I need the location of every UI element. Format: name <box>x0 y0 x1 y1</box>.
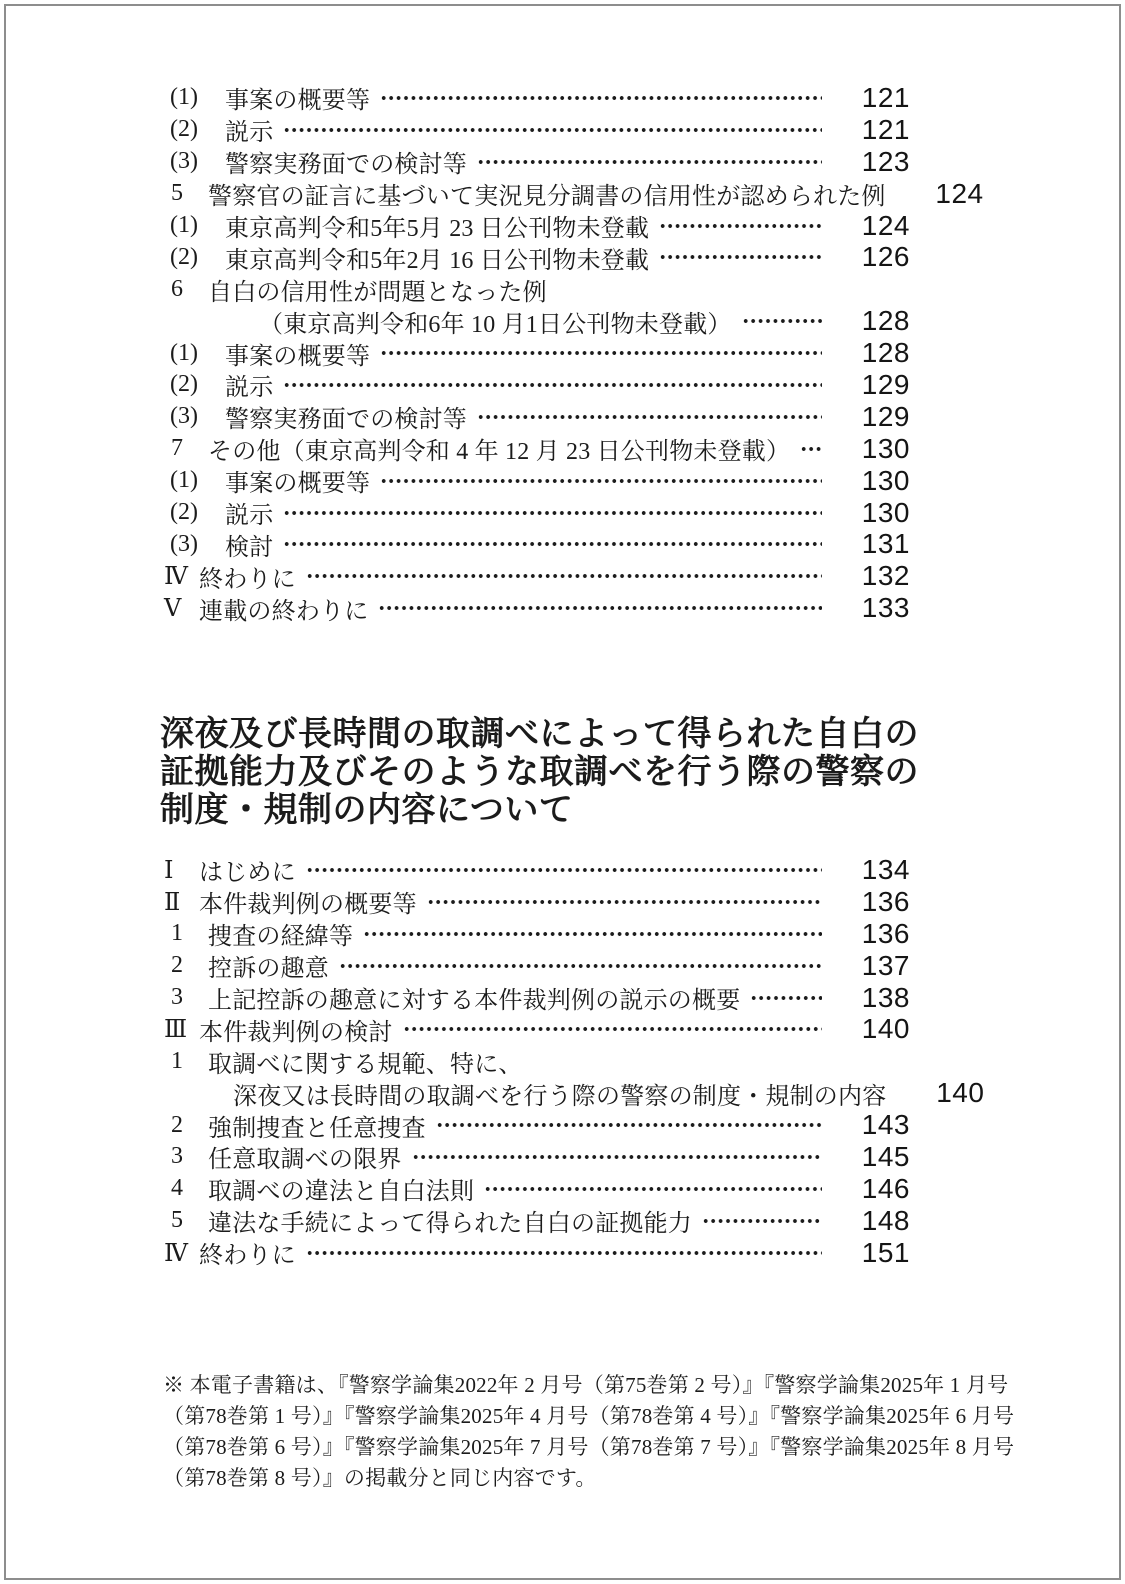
toc-entry-label: 本件裁判例の検討 <box>199 1019 393 1046</box>
toc-entry-label: 警察官の証言に基づいて実況見分調書の信用性が認められた例 <box>208 184 886 211</box>
toc-entry-label: 上記控訴の趣意に対する本件裁判例の説示の概要 <box>208 988 741 1015</box>
toc-entry-label: その他（東京高判令和 4 年 12 月 23 日公刊物未登載） <box>208 439 791 466</box>
toc-entry-marker: Ⅳ <box>164 1238 188 1267</box>
edition-note-line: ※ 本電子書籍は、『警察学論集2022年 2 月号（第75巻第 2 号）』『警察学論集2025年 1 月号 <box>163 1373 1009 1397</box>
article-title <box>160 716 919 830</box>
dot-leader <box>800 445 822 453</box>
article-title-line: 制度・規制の内容について <box>160 792 574 829</box>
toc-entry <box>0 886 910 918</box>
dot-leader <box>283 509 822 517</box>
toc-entry-label: 違法な手続によって得られた自白の証拠能力 <box>208 1211 692 1238</box>
toc-entry-marker: 3 <box>171 984 183 1010</box>
toc-entry-page: 133 <box>861 592 910 624</box>
toc-entry-label: 事案の概要等 <box>225 343 371 370</box>
toc-entry-page: 129 <box>861 368 910 400</box>
toc-entry <box>0 950 910 982</box>
dot-leader <box>380 94 822 102</box>
toc-entry-page: 136 <box>861 885 910 917</box>
toc-continued-section <box>0 82 1125 624</box>
toc-entry-marker: Ⅰ <box>164 855 174 884</box>
toc-entry <box>0 401 910 433</box>
toc-entry-label: 控訴の趣意 <box>208 956 329 983</box>
toc-entry <box>0 465 910 497</box>
toc-entry <box>0 241 910 273</box>
toc-entry <box>0 82 910 114</box>
toc-entry-marker: 2 <box>171 1111 183 1138</box>
toc-entry-page: 137 <box>861 949 910 981</box>
toc-entry <box>0 1077 985 1110</box>
toc-entry-label: 自白の信用性が問題となった例 <box>208 279 547 306</box>
dot-leader <box>484 1185 822 1193</box>
toc-entry <box>0 177 984 211</box>
toc-entry-page: 128 <box>861 305 910 337</box>
toc-entry <box>0 1205 910 1237</box>
toc-entry-label: はじめに <box>199 860 296 887</box>
toc-article-section <box>0 854 1125 1269</box>
toc-entry-marker: (3) <box>170 403 198 430</box>
toc-entry-label: 警察実務面での検討等 <box>225 152 467 179</box>
toc-entry-marker: (3) <box>170 530 198 557</box>
toc-entry-marker: (1) <box>170 84 198 111</box>
toc-entry-marker: 1 <box>171 1047 183 1074</box>
dot-leader <box>306 572 822 580</box>
toc-entry-page: 143 <box>861 1109 910 1141</box>
toc-entry-page: 121 <box>861 113 910 145</box>
toc-entry-page: 146 <box>861 1172 910 1204</box>
toc-entry <box>0 1013 910 1045</box>
toc-entry-page: 130 <box>861 464 910 496</box>
toc-entry <box>0 1141 910 1173</box>
dot-leader <box>750 994 822 1002</box>
article-title-line: 深夜及び長時間の取調べによって得られた自白の <box>160 716 919 753</box>
toc-entry-marker: 4 <box>171 1175 183 1202</box>
toc-entry-label: 捜査の経緯等 <box>208 924 354 951</box>
edition-note <box>163 1370 1014 1494</box>
toc-entry <box>0 369 910 401</box>
toc-entry-page: 130 <box>861 432 910 464</box>
toc-entry-page: 131 <box>861 528 910 560</box>
dot-leader <box>339 962 822 970</box>
toc-entry <box>0 918 910 950</box>
toc-entry <box>0 560 910 592</box>
toc-entry <box>0 1237 910 1269</box>
toc-entry-marker: (1) <box>170 467 198 494</box>
toc-entry-marker: (1) <box>170 212 198 238</box>
dot-leader <box>283 381 822 389</box>
dot-leader <box>306 1249 822 1257</box>
toc-entry-label: 検討 <box>225 534 274 561</box>
toc-entry <box>0 854 910 886</box>
dot-leader <box>412 1153 822 1161</box>
toc-entry-marker: 2 <box>171 952 183 979</box>
toc-entry <box>0 210 910 242</box>
dot-leader <box>742 317 822 325</box>
toc-entry-page: 151 <box>861 1236 910 1268</box>
dot-leader <box>427 898 822 906</box>
toc-entry <box>0 1173 910 1205</box>
toc-entry-page: 140 <box>936 1077 985 1109</box>
toc-entry-label: （東京高判令和6年 10 月1日公刊物未登載） <box>259 311 732 338</box>
dot-leader <box>306 866 822 874</box>
edition-note-line: （第78巻第 6 号）』『警察学論集2025年 7 月号（第78巻第 7 号）』『警察学論集2025年 8 月号 <box>163 1435 1015 1459</box>
toc-entry-page: 130 <box>861 496 910 528</box>
toc-entry-page: 134 <box>861 853 910 885</box>
toc-entry-label: 事案の概要等 <box>225 471 371 498</box>
dot-leader <box>283 540 822 548</box>
toc-entry-page: 145 <box>861 1140 910 1172</box>
toc-entry <box>0 1109 910 1141</box>
toc-entry-page: 140 <box>861 1013 910 1045</box>
toc-entry-label: 取調べの違法と自白法則 <box>208 1179 475 1206</box>
toc-entry <box>0 337 910 369</box>
dot-leader <box>378 604 822 612</box>
toc-entry-page: 121 <box>861 81 910 113</box>
toc-entry <box>0 982 910 1014</box>
dot-leader <box>702 1217 822 1225</box>
toc-entry <box>0 305 910 337</box>
dot-leader <box>403 1025 822 1033</box>
toc-entry-label: 連載の終わりに <box>199 598 369 625</box>
toc-entry-marker: 6 <box>171 275 183 302</box>
toc-entry <box>0 592 910 624</box>
toc-entry-label: 東京高判令和5年2月 16 日公刊物未登載 <box>225 247 650 274</box>
toc-entry-label: 本件裁判例の概要等 <box>199 892 417 919</box>
dot-leader <box>659 253 822 261</box>
dot-leader <box>436 1121 822 1129</box>
toc-entry-label: 取調べに関する規範、特に、 <box>208 1051 523 1078</box>
toc-entry-label: 東京高判令和5年5月 23 日公刊物未登載 <box>225 216 650 243</box>
toc-entry-page: 124 <box>861 209 910 241</box>
dot-leader <box>659 222 822 230</box>
toc-entry <box>0 497 910 529</box>
edition-note-line: （第78巻第 1 号）』『警察学論集2025年 4 月号（第78巻第 4 号）』『警察学論集2025年 6 月号 <box>163 1404 1015 1428</box>
toc-entry-marker: 5 <box>171 1207 183 1234</box>
toc-entry-page: 126 <box>861 241 910 273</box>
toc-entry-label: 任意取調べの限界 <box>208 1147 402 1174</box>
dot-leader <box>380 349 822 357</box>
toc-entry-label: 警察実務面での検討等 <box>225 407 467 434</box>
toc-entry <box>0 273 910 305</box>
toc-entry-label: 深夜又は長時間の取調べを行う際の警察の制度・規制の内容 <box>233 1083 887 1110</box>
dot-leader <box>477 413 822 421</box>
toc-entry-page: 132 <box>861 560 910 592</box>
toc-entry-label: 終わりに <box>199 1243 296 1270</box>
toc-entry-page: 148 <box>861 1204 910 1236</box>
toc-entry-marker: 7 <box>171 435 183 462</box>
toc-entry-marker: Ⅱ <box>164 887 181 916</box>
toc-entry-page: 128 <box>861 337 910 369</box>
toc-entry-marker: 1 <box>171 920 183 947</box>
toc-entry-marker: (2) <box>170 371 198 398</box>
toc-entry-marker: Ⅲ <box>164 1015 188 1044</box>
toc-entry-label: 強制捜査と任意捜査 <box>208 1115 426 1142</box>
toc-entry-marker: 3 <box>171 1143 183 1170</box>
toc-entry-page: 124 <box>935 177 984 209</box>
toc-entry-page: 138 <box>861 981 910 1013</box>
toc-entry-page: 136 <box>861 917 910 949</box>
toc-entry-marker: 5 <box>171 180 183 207</box>
article-title-line: 証拠能力及びそのような取調べを行う際の警察の <box>160 754 919 791</box>
toc-entry <box>0 528 910 560</box>
toc-entry-marker: (1) <box>170 339 198 366</box>
toc-entry-label: 説示 <box>225 375 274 402</box>
toc-entry-label: 説示 <box>225 503 274 530</box>
toc-entry <box>0 146 910 178</box>
toc-entry-marker: (3) <box>170 148 198 175</box>
toc-entry-marker: (2) <box>170 116 198 143</box>
dot-leader <box>380 477 822 485</box>
toc-entry-label: 終わりに <box>199 566 296 593</box>
toc-entry <box>0 433 910 465</box>
dot-leader <box>283 126 822 134</box>
toc-entry-marker: Ⅳ <box>164 562 188 591</box>
toc-entry-marker: (2) <box>170 499 198 526</box>
edition-note-line: （第78巻第 8 号）』の掲載分と同じ内容です。 <box>163 1466 597 1490</box>
dot-leader <box>477 158 822 166</box>
toc-entry-marker: Ⅴ <box>164 594 182 623</box>
toc-entry-page: 123 <box>861 145 910 177</box>
toc-entry-label: 説示 <box>225 120 274 147</box>
toc-entry-label: 事案の概要等 <box>225 88 371 115</box>
toc-entry-page: 129 <box>861 400 910 432</box>
dot-leader <box>363 930 822 938</box>
toc-entry <box>0 1045 910 1077</box>
toc-entry <box>0 114 910 146</box>
toc-entry-marker: (2) <box>170 243 198 270</box>
